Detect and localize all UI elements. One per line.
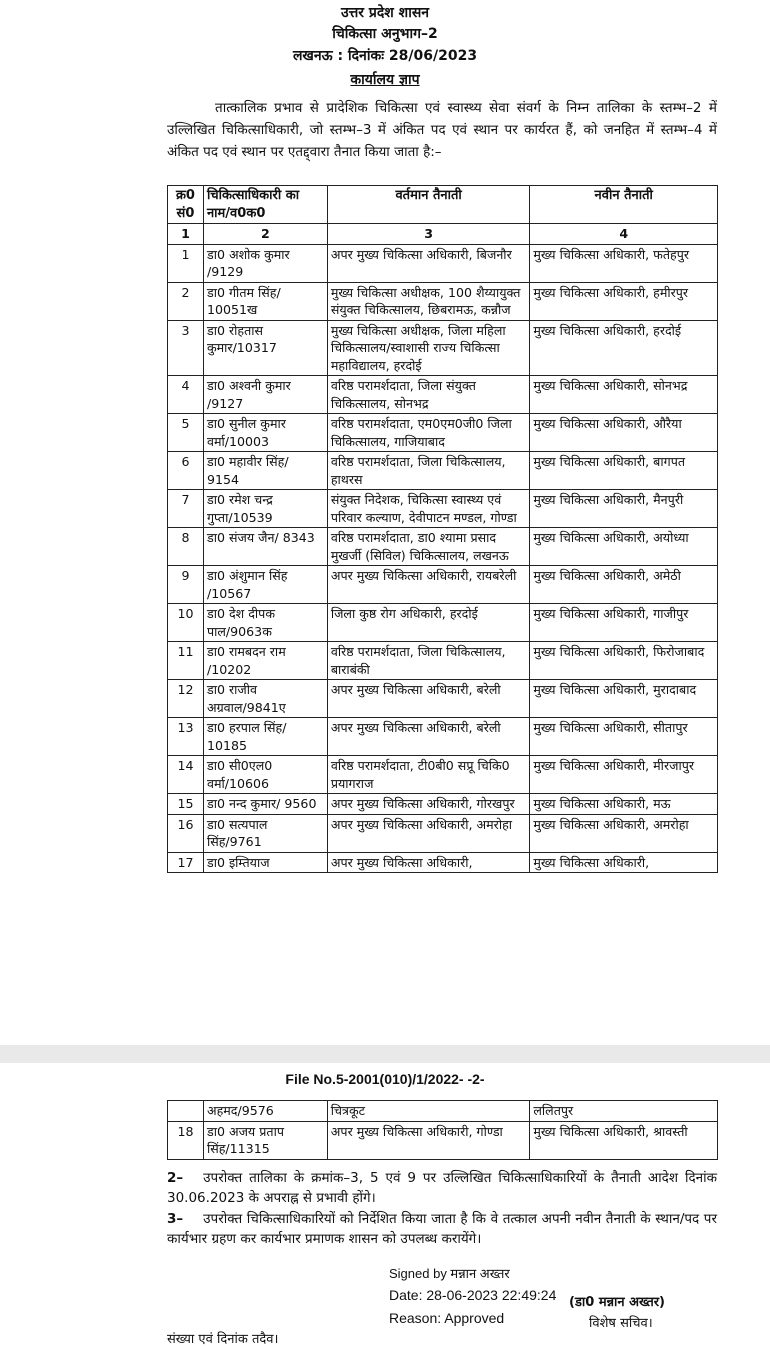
serial-cell: 17 [168, 852, 204, 873]
table-row [168, 604, 718, 642]
serial-cell: 8 [168, 528, 204, 566]
table-row [168, 244, 718, 282]
table-row [168, 414, 718, 452]
table-row [168, 566, 718, 604]
header-section: चिकित्सा अनुभाग–2 [332, 26, 438, 42]
transfer-table [167, 185, 718, 873]
new-posting-cell: मुख्य चिकित्सा अधिकारी, मैनपुरी [530, 490, 718, 528]
officer-name-cell: डा0 संजय जैन/ 8343 [203, 528, 327, 566]
officer-name-cell: डा0 इम्तियाज [203, 852, 327, 873]
officer-name-cell: डा0 देश दीपक पाल/9063क [203, 604, 327, 642]
header-current-posting: वर्तमान तैनाती [327, 186, 530, 224]
signatory-name: (डा0 मन्नान अख्तर) [569, 1295, 665, 1310]
serial-cell: 15 [168, 794, 204, 815]
serial-cell: 1 [168, 244, 204, 282]
officer-name-cell: डा0 महावीर सिंह/ 9154 [203, 452, 327, 490]
paragraph-number: 3– [167, 1211, 184, 1227]
digital-signature-reason: Reason: Approved [389, 1310, 505, 1326]
serial-cell: 10 [168, 604, 204, 642]
table-row [168, 642, 718, 680]
current-posting-cell: वरिष्ठ परामर्शदाता, जिला चिकित्सालय, हाथरस [327, 452, 530, 490]
officer-name-cell: डा0 रोहतास कुमार/10317 [203, 320, 327, 376]
serial-cell [168, 1101, 204, 1122]
current-posting-cell: संयुक्त निदेशक, चिकित्सा स्वास्थ्य एवं परिवार कल्याण, देवीपाटन मण्डल, गोण्डा [327, 490, 530, 528]
table-header-row [168, 186, 718, 224]
serial-cell: 11 [168, 642, 204, 680]
table-row [168, 852, 718, 873]
new-posting-cell: मुख्य चिकित्सा अधिकारी, मुरादाबाद [530, 680, 718, 718]
table-row [168, 320, 718, 376]
paragraph-text: उपरोक्त चिकित्साधिकारियों को निर्देशित किया जाता है कि वे तत्काल अपनी नवीन तैनाती के स्थान/पद पर कार्यभार ग्रहण कर कार्यभार प्रमाणक शासन को उपलब्ध करायेंगे। [167, 1211, 717, 1247]
header-government: उत्तर प्रदेश शासन [340, 5, 430, 21]
table-row [168, 718, 718, 756]
officer-name-cell: डा0 सुनील कुमार वर्मा/10003 [203, 414, 327, 452]
serial-cell: 2 [168, 282, 204, 320]
current-posting-cell: जिला कुष्ठ रोग अधिकारी, हरदोई [327, 604, 530, 642]
new-posting-cell: मुख्य चिकित्सा अधिकारी, अमरोहा [530, 814, 718, 852]
new-posting-cell: मुख्य चिकित्सा अधिकारी, औरैया [530, 414, 718, 452]
officer-name-cell: डा0 सी0एल0 वर्मा/10606 [203, 756, 327, 794]
current-posting-cell: मुख्य चिकित्सा अधीक्षक, 100 शैय्यायुक्त संयुक्त चिकित्सालय, छिबरामऊ, कन्नौज [327, 282, 530, 320]
column-number: 4 [530, 224, 718, 245]
table-row [168, 490, 718, 528]
paragraph-text: उपरोक्त तालिका के क्रमांक–3, 5 एवं 9 पर उल्लिखित चिकित्साधिकारियों के तैनाती आदेश दिनांक 30.06.2023 के अपराह्न से प्रभावी होंगे। [167, 1170, 717, 1206]
officer-name-cell: डा0 गीतम सिंह/ 10051ख [203, 282, 327, 320]
new-posting-cell: मुख्य चिकित्सा अधिकारी, [530, 852, 718, 873]
new-posting-cell: मुख्य चिकित्सा अधिकारी, हमीरपुर [530, 282, 718, 320]
current-posting-cell: वरिष्ठ परामर्शदाता, जिला संयुक्त चिकित्सालय, सोनभद्र [327, 376, 530, 414]
table-row [168, 528, 718, 566]
paragraph-2 [167, 1168, 717, 1208]
new-posting-cell: मुख्य चिकित्सा अधिकारी, मीरजापुर [530, 756, 718, 794]
officer-name-cell: डा0 नन्द कुमार/ 9560 [203, 794, 327, 815]
header-new-posting: नवीन तैनाती [530, 186, 718, 224]
cutoff-line: संख्या एवं दिनांक तदैव। [167, 1332, 279, 1347]
digital-signature-signed-by: Signed by मन्नान अख्तर [389, 1266, 510, 1281]
current-posting-cell: अपर मुख्य चिकित्सा अधिकारी, बरेली [327, 718, 530, 756]
current-posting-cell: अपर मुख्य चिकित्सा अधिकारी, बिजनौर [327, 244, 530, 282]
officer-name-cell: डा0 रमेश चन्द्र गुप्ता/10539 [203, 490, 327, 528]
current-posting-cell: अपर मुख्य चिकित्सा अधिकारी, गोण्डा [327, 1121, 530, 1159]
new-posting-cell: मुख्य चिकित्सा अधिकारी, सीतापुर [530, 718, 718, 756]
column-number-row [168, 224, 718, 245]
table-row [168, 1101, 718, 1122]
table-row [168, 452, 718, 490]
serial-cell: 3 [168, 320, 204, 376]
current-posting-cell: अपर मुख्य चिकित्सा अधिकारी, बरेली [327, 680, 530, 718]
new-posting-cell: मुख्य चिकित्सा अधिकारी, बागपत [530, 452, 718, 490]
current-posting-cell: चित्रकूट [327, 1101, 530, 1122]
column-number: 2 [203, 224, 327, 245]
new-posting-cell: मुख्य चिकित्सा अधिकारी, फतेहपुर [530, 244, 718, 282]
new-posting-cell: मुख्य चिकित्सा अधिकारी, सोनभद्र [530, 376, 718, 414]
current-posting-cell: अपर मुख्य चिकित्सा अधिकारी, गोरखपुर [327, 794, 530, 815]
column-number: 1 [168, 224, 204, 245]
officer-name-cell: डा0 अंशुमान सिंह /10567 [203, 566, 327, 604]
officer-name-cell: डा0 राजीव अग्रवाल/9841ए [203, 680, 327, 718]
serial-cell: 16 [168, 814, 204, 852]
table-row [168, 756, 718, 794]
current-posting-cell: वरिष्ठ परामर्शदाता, टी0बी0 सप्रू चिकि0 प्रयागराज [327, 756, 530, 794]
signatory-designation: विशेष सचिव। [589, 1316, 653, 1331]
current-posting-cell: मुख्य चिकित्सा अधीक्षक, जिला महिला चिकित्सालय/स्वाशासी राज्य चिकित्सा महाविद्यालय, हरदोई [327, 320, 530, 376]
paragraph-3 [167, 1209, 717, 1249]
page-separator [0, 1045, 770, 1063]
officer-name-cell: डा0 सत्यपाल सिंह/9761 [203, 814, 327, 852]
officer-name-cell: डा0 रामबदन राम /10202 [203, 642, 327, 680]
current-posting-cell: वरिष्ठ परामर्शदाता, एम0एम0जी0 जिला चिकित्सालय, गाजियाबाद [327, 414, 530, 452]
digital-signature-date: Date: 28-06-2023 22:49:24 [389, 1287, 557, 1303]
file-number: File No.5-2001(010)/1/2022- -2- [285, 1071, 485, 1087]
table-row [168, 282, 718, 320]
new-posting-cell: मुख्य चिकित्सा अधिकारी, अयोध्या [530, 528, 718, 566]
header-serial: क्र0 सं0 [168, 186, 204, 224]
new-posting-cell: मुख्य चिकित्सा अधिकारी, हरदोई [530, 320, 718, 376]
new-posting-cell: मुख्य चिकित्सा अधिकारी, फिरोजाबाद [530, 642, 718, 680]
table-row [168, 376, 718, 414]
officer-name-cell: अहमद/9576 [203, 1101, 327, 1122]
serial-cell: 14 [168, 756, 204, 794]
serial-cell: 9 [168, 566, 204, 604]
transfer-table-continued [167, 1100, 718, 1160]
new-posting-cell: मुख्य चिकित्सा अधिकारी, अमेठी [530, 566, 718, 604]
current-posting-cell: वरिष्ठ परामर्शदाता, जिला चिकित्सालय, बाराबंकी [327, 642, 530, 680]
table-row [168, 1121, 718, 1159]
serial-cell: 13 [168, 718, 204, 756]
serial-cell: 7 [168, 490, 204, 528]
serial-cell: 6 [168, 452, 204, 490]
new-posting-cell: मुख्य चिकित्सा अधिकारी, गाजीपुर [530, 604, 718, 642]
intro-paragraph: तात्कालिक प्रभाव से प्रादेशिक चिकित्सा एवं स्वास्थ्य सेवा संवर्ग के निम्न तालिका के स्तम्भ–2 में उल्लिखित चिकित्साधिकारी, जो स्तम्भ–3 में अंकित पद एवं स्थान पर कार्यरत हैं, को जनहित में स्तम्भ–4 में अंकित पद एवं स्थान पर एतद्द्वारा तैनात किया जाता है:– [167, 100, 717, 160]
current-posting-cell: वरिष्ठ परामर्शदाता, डा0 श्यामा प्रसाद मुखर्जी (सिविल) चिकित्सालय, लखनऊ [327, 528, 530, 566]
current-posting-cell: अपर मुख्य चिकित्सा अधिकारी, रायबरेली [327, 566, 530, 604]
paragraph-number: 2– [167, 1170, 184, 1186]
officer-name-cell: डा0 हरपाल सिंह/ 10185 [203, 718, 327, 756]
current-posting-cell: अपर मुख्य चिकित्सा अधिकारी, [327, 852, 530, 873]
new-posting-cell: मुख्य चिकित्सा अधिकारी, श्रावस्ती [530, 1121, 718, 1159]
header-office-memo: कार्यालय ज्ञाप [350, 72, 420, 88]
current-posting-cell: अपर मुख्य चिकित्सा अधिकारी, अमरोहा [327, 814, 530, 852]
new-posting-cell: ललितपुर [530, 1101, 718, 1122]
officer-name-cell: डा0 अजय प्रताप सिंह/11315 [203, 1121, 327, 1159]
new-posting-cell: मुख्य चिकित्सा अधिकारी, मऊ [530, 794, 718, 815]
table-row [168, 814, 718, 852]
column-number: 3 [327, 224, 530, 245]
officer-name-cell: डा0 अशोक कुमार /9129 [203, 244, 327, 282]
serial-cell: 4 [168, 376, 204, 414]
serial-cell: 5 [168, 414, 204, 452]
header-officer-name: चिकित्साधिकारी का नाम/व0क0 [203, 186, 327, 224]
table-row [168, 680, 718, 718]
table-row [168, 794, 718, 815]
officer-name-cell: डा0 अश्वनी कुमार /9127 [203, 376, 327, 414]
serial-cell: 12 [168, 680, 204, 718]
header-place-date: लखनऊ : दिनांकः 28/06/2023 [292, 48, 478, 64]
serial-cell: 18 [168, 1121, 204, 1159]
